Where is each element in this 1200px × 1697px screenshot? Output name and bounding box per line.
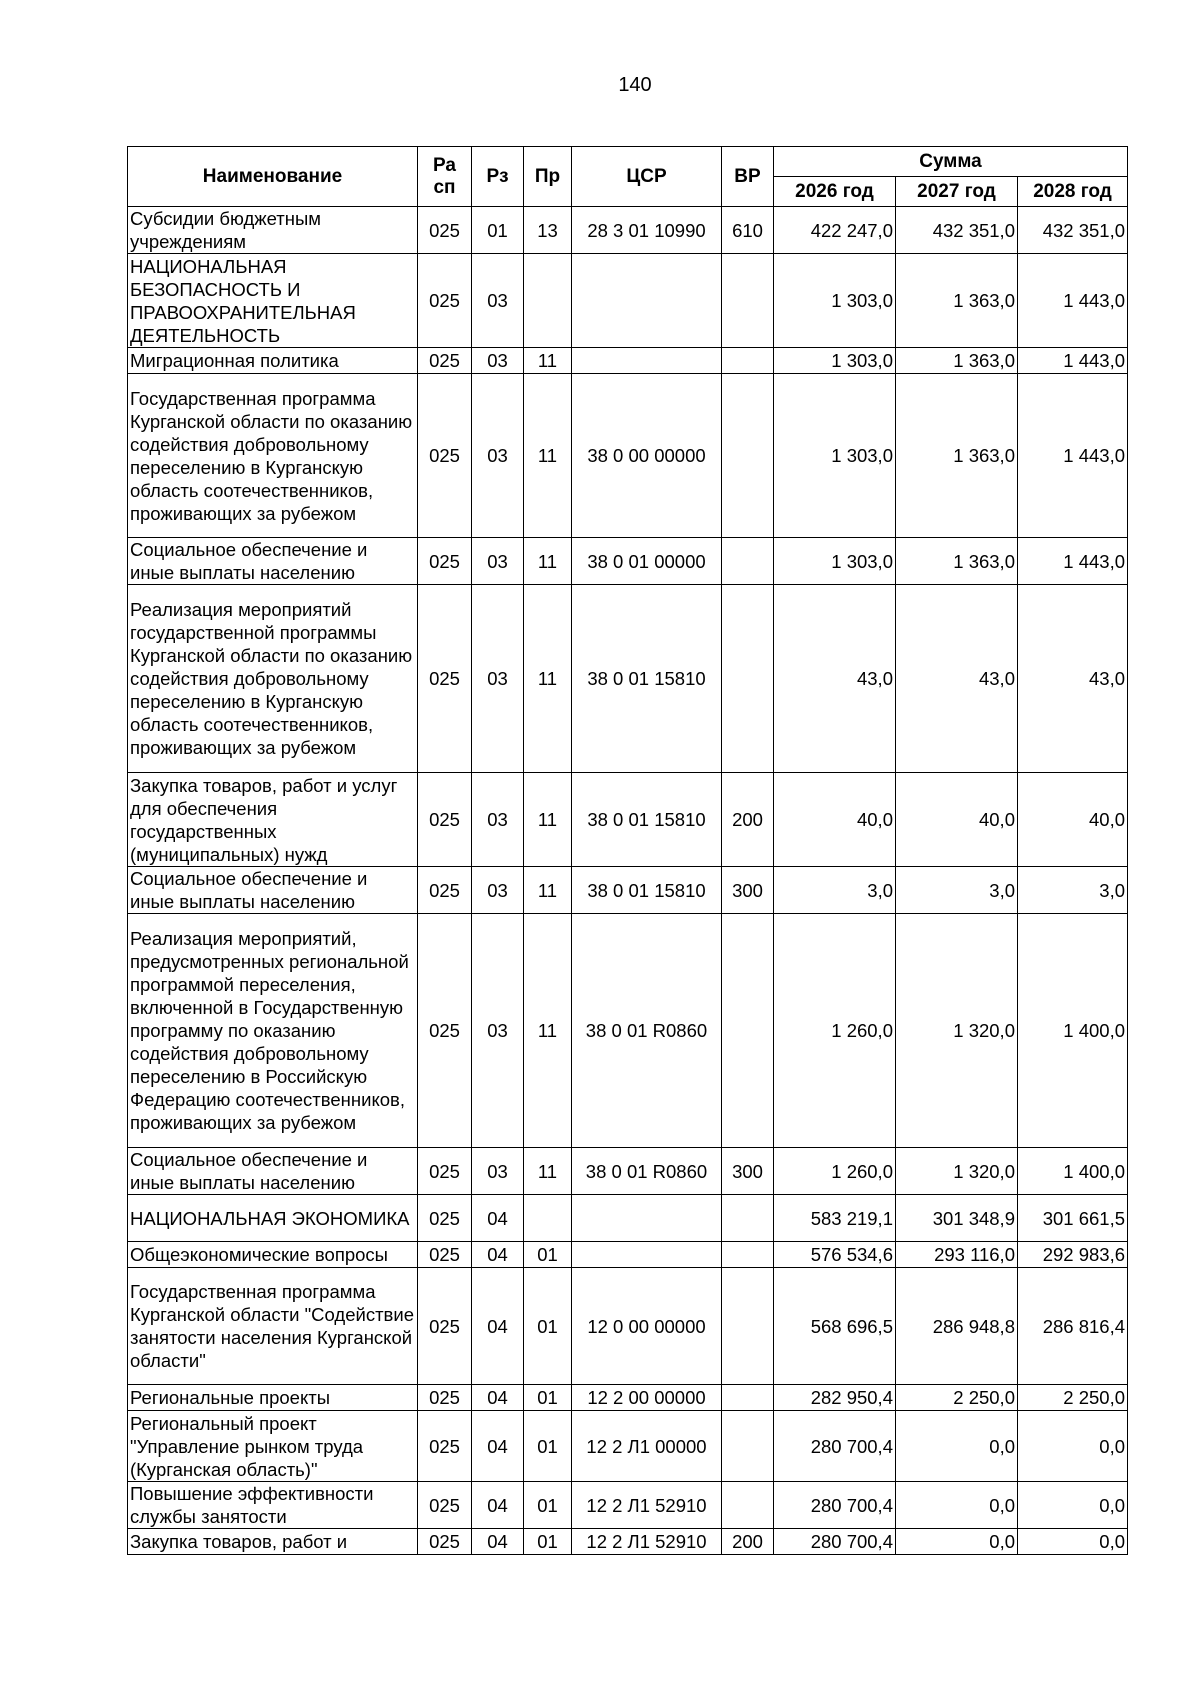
table-row xyxy=(128,1529,1128,1555)
cell-pr: 01 xyxy=(524,1411,572,1482)
cell-vr xyxy=(722,1268,774,1385)
cell-sum-2027: 286 948,8 xyxy=(896,1268,1018,1385)
cell-vr: 200 xyxy=(722,773,774,867)
cell-pr: 11 xyxy=(524,348,572,374)
table-row xyxy=(128,538,1128,585)
cell-sum-2027: 43,0 xyxy=(896,585,1018,773)
cell-vr xyxy=(722,348,774,374)
cell-name: Повышение эффективности службы занятости xyxy=(128,1482,418,1529)
cell-csr: 12 2 Л1 52910 xyxy=(572,1529,722,1555)
cell-sum-2028: 1 443,0 xyxy=(1018,538,1128,585)
cell-name: Региональные проекты xyxy=(128,1385,418,1411)
cell-sum-2026: 40,0 xyxy=(774,773,896,867)
cell-sum-2028: 1 443,0 xyxy=(1018,254,1128,348)
cell-sum-2028: 3,0 xyxy=(1018,867,1128,914)
cell-sum-2026: 280 700,4 xyxy=(774,1529,896,1555)
cell-rasp: 025 xyxy=(418,254,472,348)
cell-rz: 04 xyxy=(472,1411,524,1482)
header-rasp: Ра сп xyxy=(418,147,472,207)
cell-rasp: 025 xyxy=(418,374,472,538)
cell-rz: 03 xyxy=(472,348,524,374)
table-row xyxy=(128,348,1128,374)
header-pr: Пр xyxy=(524,147,572,207)
cell-sum-2028: 286 816,4 xyxy=(1018,1268,1128,1385)
cell-sum-2027: 2 250,0 xyxy=(896,1385,1018,1411)
cell-vr: 610 xyxy=(722,207,774,254)
cell-sum-2026: 1 260,0 xyxy=(774,914,896,1148)
cell-vr xyxy=(722,538,774,585)
cell-csr: 38 0 01 R0860 xyxy=(572,914,722,1148)
header-2026: 2026 год xyxy=(774,177,896,207)
cell-name: НАЦИОНАЛЬНАЯ ЭКОНОМИКА xyxy=(128,1195,418,1242)
table-row xyxy=(128,207,1128,254)
cell-name: Субсидии бюджетным учреждениям xyxy=(128,207,418,254)
cell-name: Реализация мероприятий, предусмотренных региональной программой переселения, включенной в Государственную программу по оказанию содействия добровольному переселению в Российскую Федерацию соотечественников, проживающих за рубежом xyxy=(128,914,418,1148)
cell-name: Социальное обеспечение и иные выплаты населению xyxy=(128,1148,418,1195)
cell-sum-2027: 293 116,0 xyxy=(896,1242,1018,1268)
table-row xyxy=(128,374,1128,538)
cell-csr: 12 2 00 00000 xyxy=(572,1385,722,1411)
header-rz: Рз xyxy=(472,147,524,207)
cell-rz: 03 xyxy=(472,914,524,1148)
cell-name: Социальное обеспечение и иные выплаты населению xyxy=(128,867,418,914)
cell-pr xyxy=(524,1195,572,1242)
cell-csr xyxy=(572,348,722,374)
cell-sum-2027: 1 363,0 xyxy=(896,374,1018,538)
budget-table xyxy=(127,146,1128,1555)
cell-csr: 38 0 00 00000 xyxy=(572,374,722,538)
cell-rasp: 025 xyxy=(418,585,472,773)
cell-vr xyxy=(722,1195,774,1242)
cell-rz: 04 xyxy=(472,1529,524,1555)
cell-sum-2028: 1 400,0 xyxy=(1018,914,1128,1148)
cell-vr xyxy=(722,1482,774,1529)
cell-rasp: 025 xyxy=(418,1411,472,1482)
cell-sum-2026: 1 303,0 xyxy=(774,374,896,538)
cell-sum-2028: 0,0 xyxy=(1018,1411,1128,1482)
cell-sum-2027: 1 320,0 xyxy=(896,914,1018,1148)
cell-sum-2026: 576 534,6 xyxy=(774,1242,896,1268)
cell-csr: 12 0 00 00000 xyxy=(572,1268,722,1385)
cell-sum-2027: 1 320,0 xyxy=(896,1148,1018,1195)
cell-sum-2028: 1 443,0 xyxy=(1018,374,1128,538)
cell-rasp: 025 xyxy=(418,773,472,867)
table-row xyxy=(128,1482,1128,1529)
cell-sum-2028: 0,0 xyxy=(1018,1529,1128,1555)
cell-sum-2027: 0,0 xyxy=(896,1411,1018,1482)
cell-sum-2028: 2 250,0 xyxy=(1018,1385,1128,1411)
table-row xyxy=(128,1385,1128,1411)
table-row xyxy=(128,1195,1128,1242)
cell-csr: 38 0 01 00000 xyxy=(572,538,722,585)
cell-sum-2026: 1 303,0 xyxy=(774,538,896,585)
cell-name: Общеэкономические вопросы xyxy=(128,1242,418,1268)
cell-csr: 38 0 01 R0860 xyxy=(572,1148,722,1195)
cell-vr xyxy=(722,374,774,538)
cell-pr: 11 xyxy=(524,374,572,538)
cell-csr: 12 2 Л1 52910 xyxy=(572,1482,722,1529)
cell-sum-2026: 43,0 xyxy=(774,585,896,773)
cell-name: Миграционная политика xyxy=(128,348,418,374)
cell-csr: 28 3 01 10990 xyxy=(572,207,722,254)
cell-sum-2026: 422 247,0 xyxy=(774,207,896,254)
cell-csr: 38 0 01 15810 xyxy=(572,773,722,867)
cell-csr: 38 0 01 15810 xyxy=(572,867,722,914)
cell-pr: 01 xyxy=(524,1385,572,1411)
header-name: Наименование xyxy=(128,147,418,207)
page-number: 140 xyxy=(618,74,652,96)
table-row xyxy=(128,1411,1128,1482)
cell-sum-2028: 301 661,5 xyxy=(1018,1195,1128,1242)
cell-rasp: 025 xyxy=(418,1242,472,1268)
header-2027: 2027 год xyxy=(896,177,1018,207)
cell-sum-2026: 568 696,5 xyxy=(774,1268,896,1385)
cell-sum-2028: 40,0 xyxy=(1018,773,1128,867)
cell-sum-2027: 0,0 xyxy=(896,1482,1018,1529)
cell-sum-2028: 432 351,0 xyxy=(1018,207,1128,254)
cell-rasp: 025 xyxy=(418,1195,472,1242)
header-sum: Сумма xyxy=(774,147,1128,177)
cell-rasp: 025 xyxy=(418,1148,472,1195)
cell-vr xyxy=(722,1385,774,1411)
table-body xyxy=(128,207,1128,1555)
cell-sum-2028: 292 983,6 xyxy=(1018,1242,1128,1268)
table-row xyxy=(128,1148,1128,1195)
cell-pr xyxy=(524,254,572,348)
header-csr: ЦСР xyxy=(572,147,722,207)
cell-rasp: 025 xyxy=(418,538,472,585)
cell-rz: 03 xyxy=(472,254,524,348)
cell-rasp: 025 xyxy=(418,867,472,914)
cell-sum-2028: 1 400,0 xyxy=(1018,1148,1128,1195)
cell-pr: 11 xyxy=(524,538,572,585)
cell-sum-2026: 583 219,1 xyxy=(774,1195,896,1242)
cell-rz: 03 xyxy=(472,538,524,585)
cell-vr: 200 xyxy=(722,1529,774,1555)
cell-rasp: 025 xyxy=(418,1529,472,1555)
cell-pr: 11 xyxy=(524,773,572,867)
cell-rasp: 025 xyxy=(418,1268,472,1385)
cell-csr xyxy=(572,254,722,348)
cell-rz: 04 xyxy=(472,1482,524,1529)
cell-pr: 13 xyxy=(524,207,572,254)
cell-name: Региональный проект "Управление рынком труда (Курганская область)" xyxy=(128,1411,418,1482)
cell-rz: 04 xyxy=(472,1195,524,1242)
cell-pr: 01 xyxy=(524,1529,572,1555)
cell-pr: 11 xyxy=(524,1148,572,1195)
cell-vr xyxy=(722,914,774,1148)
cell-rz: 03 xyxy=(472,585,524,773)
cell-pr: 01 xyxy=(524,1482,572,1529)
table-row xyxy=(128,585,1128,773)
cell-pr: 01 xyxy=(524,1268,572,1385)
cell-rasp: 025 xyxy=(418,207,472,254)
cell-rasp: 025 xyxy=(418,914,472,1148)
cell-sum-2026: 280 700,4 xyxy=(774,1482,896,1529)
cell-sum-2027: 1 363,0 xyxy=(896,254,1018,348)
cell-sum-2028: 1 443,0 xyxy=(1018,348,1128,374)
cell-name: Реализация мероприятий государственной программы Курганской области по оказанию содействия добровольному переселению в Курганскую область соотечественников, проживающих за рубежом xyxy=(128,585,418,773)
cell-sum-2028: 43,0 xyxy=(1018,585,1128,773)
cell-vr xyxy=(722,1242,774,1268)
cell-rz: 01 xyxy=(472,207,524,254)
cell-pr: 11 xyxy=(524,585,572,773)
table-row xyxy=(128,773,1128,867)
cell-sum-2026: 1 260,0 xyxy=(774,1148,896,1195)
cell-pr: 01 xyxy=(524,1242,572,1268)
table-row xyxy=(128,1242,1128,1268)
cell-csr xyxy=(572,1242,722,1268)
cell-csr: 12 2 Л1 00000 xyxy=(572,1411,722,1482)
cell-sum-2027: 301 348,9 xyxy=(896,1195,1018,1242)
cell-rz: 04 xyxy=(472,1385,524,1411)
table-header xyxy=(128,147,1128,207)
cell-rasp: 025 xyxy=(418,1385,472,1411)
table-row xyxy=(128,914,1128,1148)
cell-sum-2026: 3,0 xyxy=(774,867,896,914)
cell-rz: 03 xyxy=(472,1148,524,1195)
cell-vr xyxy=(722,585,774,773)
cell-name: Закупка товаров, работ и услуг для обеспечения государственных (муниципальных) нужд xyxy=(128,773,418,867)
cell-rz: 03 xyxy=(472,773,524,867)
cell-rz: 04 xyxy=(472,1268,524,1385)
cell-sum-2028: 0,0 xyxy=(1018,1482,1128,1529)
cell-rasp: 025 xyxy=(418,1482,472,1529)
cell-sum-2027: 1 363,0 xyxy=(896,538,1018,585)
cell-rz: 03 xyxy=(472,867,524,914)
table-row xyxy=(128,1268,1128,1385)
cell-vr xyxy=(722,1411,774,1482)
cell-sum-2027: 3,0 xyxy=(896,867,1018,914)
table-row xyxy=(128,254,1128,348)
cell-pr: 11 xyxy=(524,914,572,1148)
cell-csr xyxy=(572,1195,722,1242)
cell-sum-2027: 432 351,0 xyxy=(896,207,1018,254)
cell-pr: 11 xyxy=(524,867,572,914)
cell-rz: 03 xyxy=(472,374,524,538)
cell-name: Государственная программа Курганской области "Содействие занятости населения Курганской области" xyxy=(128,1268,418,1385)
cell-sum-2026: 1 303,0 xyxy=(774,254,896,348)
cell-rz: 04 xyxy=(472,1242,524,1268)
cell-rasp: 025 xyxy=(418,348,472,374)
header-vr: ВР xyxy=(722,147,774,207)
cell-sum-2027: 40,0 xyxy=(896,773,1018,867)
cell-sum-2026: 282 950,4 xyxy=(774,1385,896,1411)
cell-sum-2026: 1 303,0 xyxy=(774,348,896,374)
cell-csr: 38 0 01 15810 xyxy=(572,585,722,773)
cell-sum-2027: 0,0 xyxy=(896,1529,1018,1555)
cell-vr: 300 xyxy=(722,1148,774,1195)
cell-sum-2026: 280 700,4 xyxy=(774,1411,896,1482)
cell-name: Социальное обеспечение и иные выплаты населению xyxy=(128,538,418,585)
cell-vr xyxy=(722,254,774,348)
table-row xyxy=(128,867,1128,914)
cell-vr: 300 xyxy=(722,867,774,914)
cell-sum-2027: 1 363,0 xyxy=(896,348,1018,374)
cell-name: Государственная программа Курганской области по оказанию содействия добровольному переселению в Курганскую область соотечественников, проживающих за рубежом xyxy=(128,374,418,538)
cell-name: НАЦИОНАЛЬНАЯ БЕЗОПАСНОСТЬ И ПРАВООХРАНИТЕЛЬНАЯ ДЕЯТЕЛЬНОСТЬ xyxy=(128,254,418,348)
header-2028: 2028 год xyxy=(1018,177,1128,207)
cell-name: Закупка товаров, работ и xyxy=(128,1529,418,1555)
